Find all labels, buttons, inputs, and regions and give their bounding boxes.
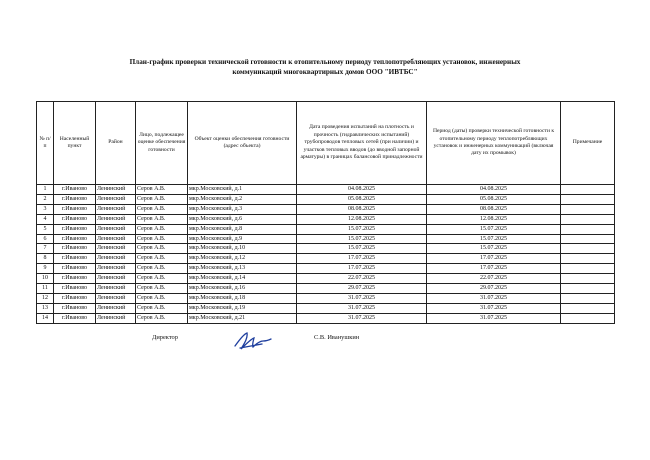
- table-row: [37, 204, 615, 214]
- cell-locality: г.Иваново: [54, 254, 96, 264]
- cell-test-date: 08.08.2025: [297, 204, 427, 214]
- cell-object: мкр.Московский, д.18: [188, 293, 297, 303]
- cell-object: мкр.Московский, д.6: [188, 214, 297, 224]
- cell-test-date: 29.07.2025: [297, 284, 427, 294]
- table-row: [37, 264, 615, 274]
- cell-num: 2: [37, 194, 54, 204]
- cell-test-date: 22.07.2025: [297, 274, 427, 284]
- cell-inspector: Серов А.В.: [136, 313, 188, 323]
- cell-inspector: Серов А.В.: [136, 303, 188, 313]
- table-row: [37, 284, 615, 294]
- cell-inspector: Серов А.В.: [136, 244, 188, 254]
- signature-icon: [232, 330, 272, 359]
- cell-district: Ленинский: [96, 204, 136, 214]
- cell-period: 08.08.2025: [427, 204, 561, 214]
- header-test-date: Дата проведения испытаний на плотность и прочность (гидравлических испытаний) трубопроводов тепловых сетей (при наличии) и участков тепловых вводов (до вводной запорной арматуры) в границах балансовой принадлежности: [297, 102, 427, 185]
- signer-position: Директор: [152, 334, 178, 341]
- cell-test-date: 15.07.2025: [297, 234, 427, 244]
- cell-num: 8: [37, 254, 54, 264]
- cell-district: Ленинский: [96, 185, 136, 195]
- header-note: Примечание: [561, 102, 615, 185]
- cell-num: 1: [37, 185, 54, 195]
- cell-locality: г.Иваново: [54, 194, 96, 204]
- cell-district: Ленинский: [96, 303, 136, 313]
- cell-locality: г.Иваново: [54, 274, 96, 284]
- cell-note: [561, 234, 615, 244]
- table-row: [37, 224, 615, 234]
- table-row: [37, 234, 615, 244]
- cell-district: Ленинский: [96, 274, 136, 284]
- cell-district: Ленинский: [96, 244, 136, 254]
- cell-inspector: Серов А.В.: [136, 284, 188, 294]
- cell-object: мкр.Московский, д.8: [188, 224, 297, 234]
- cell-district: Ленинский: [96, 313, 136, 323]
- table-row: [37, 185, 615, 195]
- cell-period: 31.07.2025: [427, 313, 561, 323]
- cell-inspector: Серов А.В.: [136, 204, 188, 214]
- cell-inspector: Серов А.В.: [136, 214, 188, 224]
- signer-name: С.В. Иванушкин: [314, 334, 360, 341]
- cell-period: 31.07.2025: [427, 303, 561, 313]
- cell-period: 15.07.2025: [427, 224, 561, 234]
- title-line-2: коммуникаций многоквартирных домов ООО "ИВТБС": [232, 68, 418, 76]
- cell-note: [561, 284, 615, 294]
- cell-test-date: 31.07.2025: [297, 313, 427, 323]
- cell-note: [561, 224, 615, 234]
- cell-note: [561, 293, 615, 303]
- table-row: [37, 313, 615, 323]
- cell-period: 04.08.2025: [427, 185, 561, 195]
- cell-num: 13: [37, 303, 54, 313]
- cell-period: 17.07.2025: [427, 254, 561, 264]
- cell-note: [561, 264, 615, 274]
- cell-inspector: Серов А.В.: [136, 185, 188, 195]
- cell-note: [561, 185, 615, 195]
- cell-locality: г.Иваново: [54, 234, 96, 244]
- schedule-table: [36, 101, 615, 324]
- header-locality: Населенный пункт: [54, 102, 96, 185]
- cell-inspector: Серов А.В.: [136, 293, 188, 303]
- table-row: [37, 303, 615, 313]
- header-object: Объект оценки обеспечения готовности (адрес объекта): [188, 102, 297, 185]
- cell-district: Ленинский: [96, 224, 136, 234]
- table-row: [37, 254, 615, 264]
- cell-note: [561, 214, 615, 224]
- cell-inspector: Серов А.В.: [136, 254, 188, 264]
- cell-note: [561, 254, 615, 264]
- table-row: [37, 274, 615, 284]
- cell-district: Ленинский: [96, 234, 136, 244]
- cell-district: Ленинский: [96, 264, 136, 274]
- table-row: [37, 244, 615, 254]
- cell-object: мкр.Московский, д.12: [188, 254, 297, 264]
- cell-test-date: 15.07.2025: [297, 224, 427, 234]
- cell-num: 12: [37, 293, 54, 303]
- cell-test-date: 05.08.2025: [297, 194, 427, 204]
- cell-num: 4: [37, 214, 54, 224]
- cell-inspector: Серов А.В.: [136, 264, 188, 274]
- cell-object: мкр.Московский, д.16: [188, 284, 297, 294]
- cell-test-date: 12.08.2025: [297, 214, 427, 224]
- cell-locality: г.Иваново: [54, 293, 96, 303]
- cell-locality: г.Иваново: [54, 185, 96, 195]
- cell-num: 7: [37, 244, 54, 254]
- table-header-row: [37, 102, 615, 185]
- cell-locality: г.Иваново: [54, 313, 96, 323]
- cell-inspector: Серов А.В.: [136, 274, 188, 284]
- cell-locality: г.Иваново: [54, 224, 96, 234]
- cell-note: [561, 313, 615, 323]
- cell-locality: г.Иваново: [54, 214, 96, 224]
- cell-object: мкр.Московский, д.13: [188, 264, 297, 274]
- table-row: [37, 293, 615, 303]
- cell-district: Ленинский: [96, 214, 136, 224]
- cell-object: мкр.Московский, д.19: [188, 303, 297, 313]
- cell-object: мкр.Московский, д.10: [188, 244, 297, 254]
- cell-note: [561, 194, 615, 204]
- header-district: Район: [96, 102, 136, 185]
- header-num: № п/п: [37, 102, 54, 185]
- table-row: [37, 194, 615, 204]
- cell-object: мкр.Московский, д.21: [188, 313, 297, 323]
- cell-test-date: 15.07.2025: [297, 244, 427, 254]
- cell-object: мкр.Московский, д.14: [188, 274, 297, 284]
- header-inspector: Лицо, подлежащее оценке обеспечения готовности: [136, 102, 188, 185]
- cell-test-date: 17.07.2025: [297, 254, 427, 264]
- document-title: [60, 57, 590, 77]
- cell-inspector: Серов А.В.: [136, 224, 188, 234]
- cell-locality: г.Иваново: [54, 264, 96, 274]
- table-row: [37, 214, 615, 224]
- cell-object: мкр.Московский, д.9: [188, 234, 297, 244]
- cell-period: 05.08.2025: [427, 194, 561, 204]
- cell-test-date: 31.07.2025: [297, 293, 427, 303]
- cell-locality: г.Иваново: [54, 244, 96, 254]
- cell-num: 6: [37, 234, 54, 244]
- cell-period: 31.07.2025: [427, 293, 561, 303]
- cell-note: [561, 303, 615, 313]
- cell-period: 29.07.2025: [427, 284, 561, 294]
- cell-num: 10: [37, 274, 54, 284]
- cell-period: 12.08.2025: [427, 214, 561, 224]
- cell-district: Ленинский: [96, 284, 136, 294]
- cell-note: [561, 274, 615, 284]
- cell-district: Ленинский: [96, 293, 136, 303]
- cell-period: 22.07.2025: [427, 274, 561, 284]
- cell-num: 9: [37, 264, 54, 274]
- cell-note: [561, 244, 615, 254]
- cell-test-date: 04.08.2025: [297, 185, 427, 195]
- cell-note: [561, 204, 615, 214]
- header-period: Период (даты) проверки технической готовности к отопительному периоду теплопотребляющих установок и инженерных коммуникаций (включая дату их промывок): [427, 102, 561, 185]
- cell-locality: г.Иваново: [54, 204, 96, 214]
- cell-object: мкр.Московский, д.1: [188, 185, 297, 195]
- title-line-1: План-график проверки технической готовности к отопительному периоду теплопотребляющих установок, инженерных: [129, 58, 521, 66]
- cell-district: Ленинский: [96, 194, 136, 204]
- cell-object: мкр.Московский, д.3: [188, 204, 297, 214]
- cell-inspector: Серов А.В.: [136, 234, 188, 244]
- cell-object: мкр.Московский, д.2: [188, 194, 297, 204]
- cell-inspector: Серов А.В.: [136, 194, 188, 204]
- cell-period: 15.07.2025: [427, 234, 561, 244]
- cell-num: 3: [37, 204, 54, 214]
- cell-locality: г.Иваново: [54, 303, 96, 313]
- cell-period: 17.07.2025: [427, 264, 561, 274]
- cell-num: 11: [37, 284, 54, 294]
- cell-period: 15.07.2025: [427, 244, 561, 254]
- cell-num: 5: [37, 224, 54, 234]
- cell-num: 14: [37, 313, 54, 323]
- cell-test-date: 17.07.2025: [297, 264, 427, 274]
- cell-district: Ленинский: [96, 254, 136, 264]
- cell-locality: г.Иваново: [54, 284, 96, 294]
- cell-test-date: 31.07.2025: [297, 303, 427, 313]
